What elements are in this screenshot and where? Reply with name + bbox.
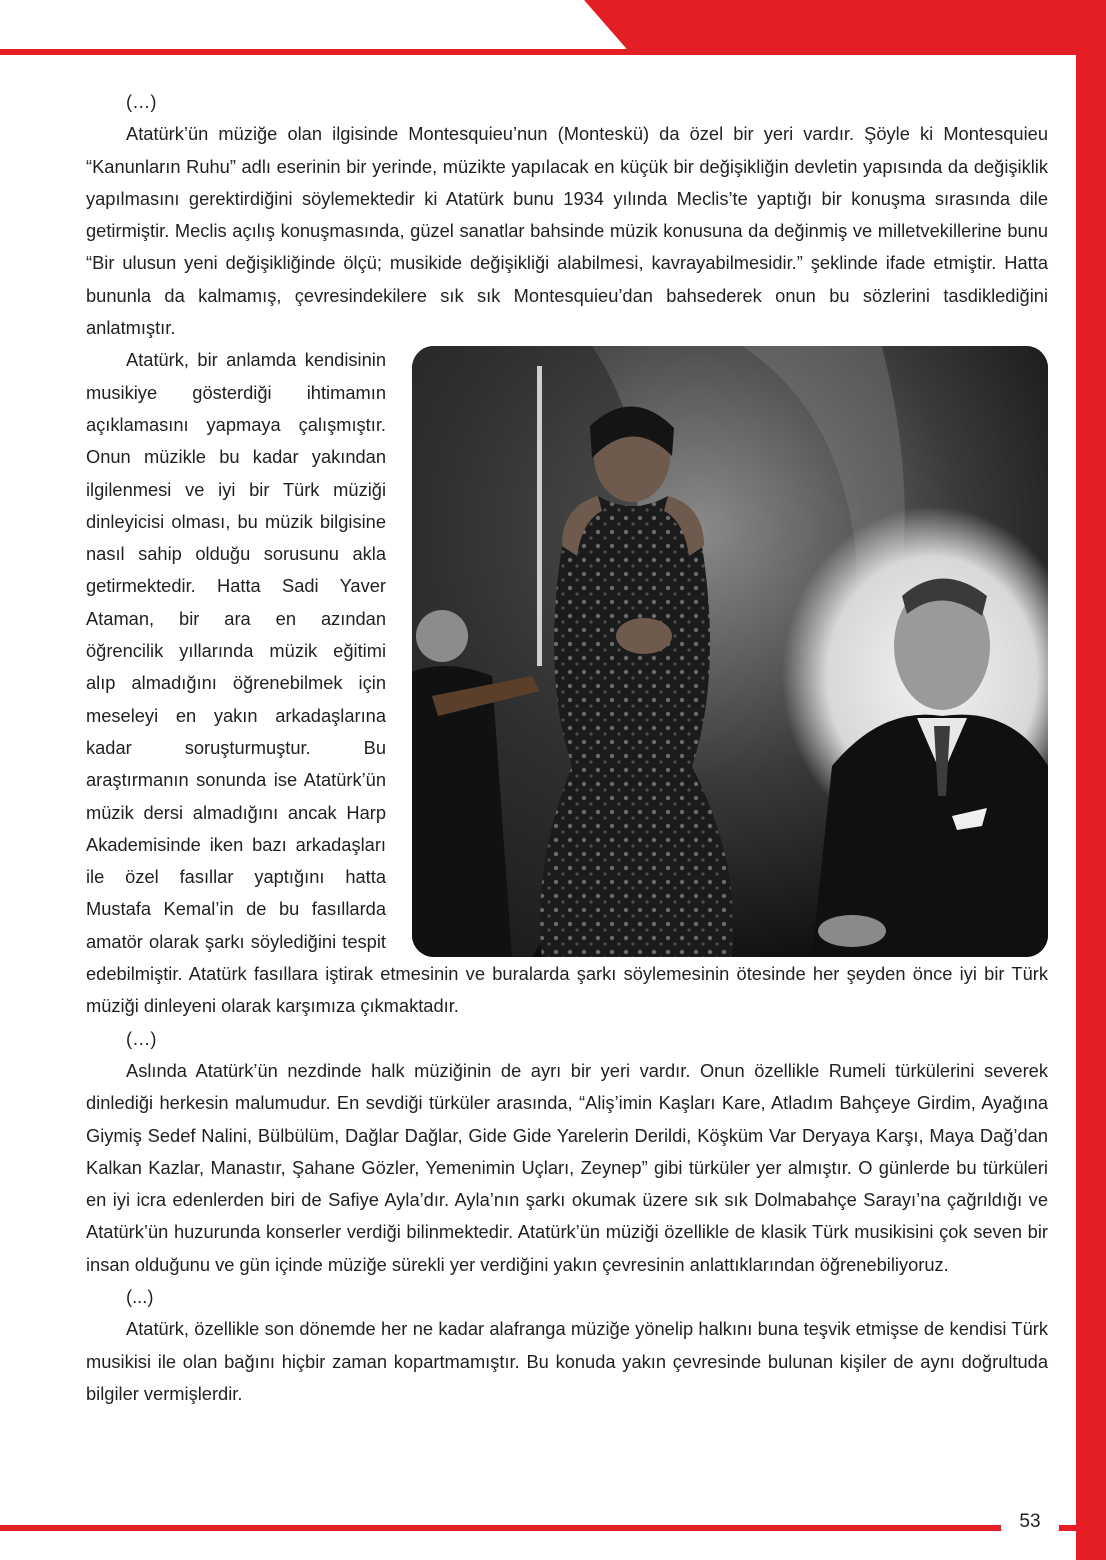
paragraph-music-education: Atatürk, bir anlamda kendisinin musikiye gösterdiği ihtimamın açıklamasını yapmaya çalışmıştır. Onun müzikle bu kadar yakından ilgilenmesi ve iyi bir Türk müziği dinleyicisi olması, bu müzik bilgisine nasıl sahip olduğu sorusunu akla getirmektedir. Hatta Sadi Yaver Ataman, bir ara en azından öğrencilik yıllarında müzik eğitimi alıp almadığını öğrenebilmek için meseleyi en yakın arkadaşlarına kadar soruşturmuştur. Bu araştırmanın sonunda ise Atatürk’ün müzik dersi almadığını ancak Harp Akademisinde iken bazı arkadaşları ile özel fasıllar yaptığını hatta Mustafa Kemal’in de bu fasıllarda amatör olarak şarkı söylediğini tespit edebilmiştir. Atatürk fasıllara iştirak etmesinin ve buralarda şarkı söylemesinin ötesinde her şeyden önce iyi bir Türk müziği dinleyeni olarak karşımıza çıkmaktadır. <box>86 349 1048 1017</box>
top-corner-tab <box>584 0 1106 55</box>
paragraph-montesquieu: Atatürk’ün müziğe olan ilgisinde Montesquieu’nun (Monteskü) da özel bir yeri vardır. Şöyle ki Montesquieu “Kanunların Ruhu” adlı eserinin bir yerinde, müzikte yapılacak en küçük bir değişikliğin devletin yapısında da değişiklik yapılmasını gerektirdiğini söylemektedir ki Atatürk bunu 1934 yılında Meclis’te yaptığı bir konuşma sırasında dile getirmiştir. Meclis açılış konuşmasında, güzel sanatlar bahsinde müzik konusuna da değinmiş ve milletvekillerine bunu “Bir ulusun yeni değişikliğinde ölçü; musikide değişikliği alabilmesi, kavrayabilmesidir.” şeklinde ifade etmiştir. Hatta bununla da kalmamış, çevresindekilere sık sık Montesquieu’dan bahsederek onun bu sözlerini tasdiklediğini anlatmıştır. <box>86 123 1048 339</box>
right-edge-bar <box>1076 0 1106 1560</box>
bottom-rule <box>0 1525 1106 1531</box>
paragraph-ellipsis-2: (…) <box>126 1027 157 1049</box>
paragraph-folk-music: Aslında Atatürk’ün nezdinde halk müziğinin de ayrı bir yeri vardır. Onun özellikle Rumeli türkülerini severek dinlediği herkesin malumudur. En sevdiği türküler arasında, “Aliş’imin Kaşları Kare, Atladım Bahçeye Girdim, Ayağına Giymiş Sedef Nalini, Bülbülüm, Dağlar Dağlar, Gide Gide Yarelerin Derildi, Köşküm Var Deryaya Karşı, Maya Dağ’dan Kalkan Kazlar, Manastır, Şahane Gözler, Yemenimin Uçları, Zeynep” gibi türküler yer almıştır. O günlerde bu türküleri en iyi icra edenlerden biri de Safiye Ayla’dır. Ayla’nın şarkı okumak üzere sık sık Dolmabahçe Sarayı’na çağrıldığı ve Atatürk’ün huzurunda konserler verdiği bilinmektedir. Atatürk’ün müziği özellikle de klasik Türk musikisini çok seven bir insan olduğunu ve gün içinde müziğe sürekli yer verdiğini yakın çevresinin anlattıklarından öğrenebiliyoruz. <box>86 1059 1048 1275</box>
paragraph-turkish-music-bond: Atatürk, özellikle son dönemde her ne kadar alafranga müziğe yönelip halkını buna teşvik etmişse de kendisi Türk musikisi ile olan bağını hiçbir zaman kopartmamıştır. Bu konuda yakın çevresinde bulunan kişiler de aynı doğrultuda bilgiler vermişlerdir. <box>86 1318 1048 1404</box>
paragraph-ellipsis-3: (...) <box>126 1285 154 1307</box>
page-number: 53 <box>1001 1507 1059 1536</box>
photo-singer-and-ataturk <box>412 346 1048 957</box>
photo-illustration <box>412 346 1048 957</box>
paragraph-ellipsis-1: (…) <box>126 91 157 112</box>
top-rule <box>0 49 640 55</box>
body-text <box>86 86 1048 1410</box>
